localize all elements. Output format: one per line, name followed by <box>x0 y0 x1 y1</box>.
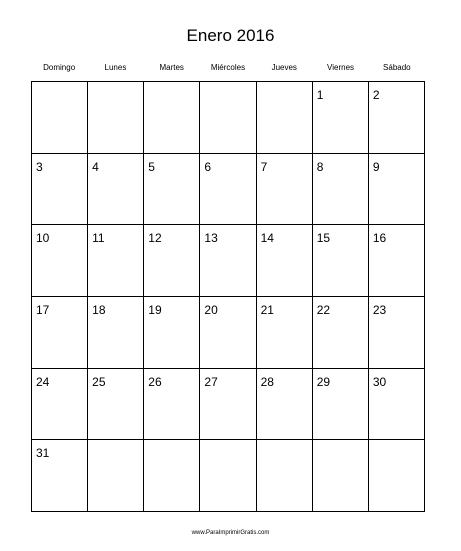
day-number: 20 <box>204 302 218 317</box>
weekday-label: Domingo <box>43 63 76 72</box>
day-number: 3 <box>36 159 43 174</box>
day-number: 8 <box>316 159 324 174</box>
weekday-label: Lunes <box>104 63 127 72</box>
day-cell <box>257 440 313 512</box>
weekday-label: Sábado <box>383 63 411 72</box>
day-cell <box>313 82 369 154</box>
day-cell <box>144 225 200 297</box>
weekday-label: Viernes <box>327 63 355 72</box>
day-cell <box>144 154 200 226</box>
day-cell <box>257 225 313 297</box>
weekday-header-row <box>31 62 425 74</box>
day-number: 7 <box>260 159 268 174</box>
day-cell <box>369 82 425 154</box>
day-cell <box>32 369 88 441</box>
day-cell <box>200 440 256 512</box>
day-number: 9 <box>372 159 380 174</box>
day-cell <box>257 154 313 226</box>
day-number: 13 <box>204 231 218 246</box>
day-number: 30 <box>372 374 387 389</box>
day-number: 15 <box>316 231 331 246</box>
day-number: 31 <box>36 446 50 461</box>
day-cell <box>313 225 369 297</box>
day-cell <box>200 82 256 154</box>
day-number: 29 <box>316 374 331 389</box>
day-cell <box>313 440 369 512</box>
day-number: 24 <box>36 374 50 389</box>
day-number: 18 <box>92 302 106 317</box>
day-number: 6 <box>204 159 212 174</box>
day-cell <box>369 440 425 512</box>
day-cell <box>257 82 313 154</box>
day-cell <box>32 154 88 226</box>
weekday-label: Jueves <box>271 63 297 72</box>
day-cell <box>369 225 425 297</box>
day-cell <box>32 297 88 369</box>
day-number: 23 <box>372 302 387 317</box>
day-number: 28 <box>260 374 274 389</box>
day-cell <box>313 154 369 226</box>
day-cell <box>88 297 144 369</box>
day-number: 11 <box>92 231 105 246</box>
day-cell <box>32 440 88 512</box>
day-cell <box>144 297 200 369</box>
weekday-label: Martes <box>159 63 184 72</box>
day-number: 17 <box>36 302 50 317</box>
day-number: 22 <box>316 302 331 317</box>
day-number: 27 <box>204 374 218 389</box>
day-number: 26 <box>148 374 162 389</box>
day-number: 25 <box>92 374 106 389</box>
day-number: 5 <box>148 159 155 174</box>
day-cell <box>257 369 313 441</box>
day-number: 16 <box>372 231 387 246</box>
day-cell <box>257 297 313 369</box>
day-cell <box>88 369 144 441</box>
day-number: 10 <box>36 231 50 246</box>
day-number: 12 <box>148 231 162 246</box>
day-number: 19 <box>148 302 162 317</box>
day-cell <box>32 225 88 297</box>
day-cell <box>200 297 256 369</box>
day-cell <box>32 82 88 154</box>
day-number: 21 <box>260 302 274 317</box>
day-cell <box>369 369 425 441</box>
day-cell <box>369 297 425 369</box>
day-cell <box>88 154 144 226</box>
day-cell <box>200 154 256 226</box>
day-number: 14 <box>260 231 274 246</box>
calendar-title: Enero 2016 <box>186 26 275 45</box>
footer-url: www.ParaImprimirGratis.com <box>191 530 270 536</box>
day-cell <box>144 82 200 154</box>
day-cell <box>144 440 200 512</box>
day-cell <box>200 225 256 297</box>
day-number: 4 <box>92 159 99 174</box>
day-cell <box>200 369 256 441</box>
day-cell <box>88 82 144 154</box>
calendar-grid <box>31 81 425 512</box>
day-number: 1 <box>316 88 324 102</box>
day-cell <box>313 297 369 369</box>
day-cell <box>88 440 144 512</box>
day-cell <box>144 369 200 441</box>
day-cell <box>88 225 144 297</box>
weekday-label: Miércoles <box>210 63 246 72</box>
day-cell <box>369 154 425 226</box>
day-number: 2 <box>372 88 380 102</box>
day-cell <box>313 369 369 441</box>
